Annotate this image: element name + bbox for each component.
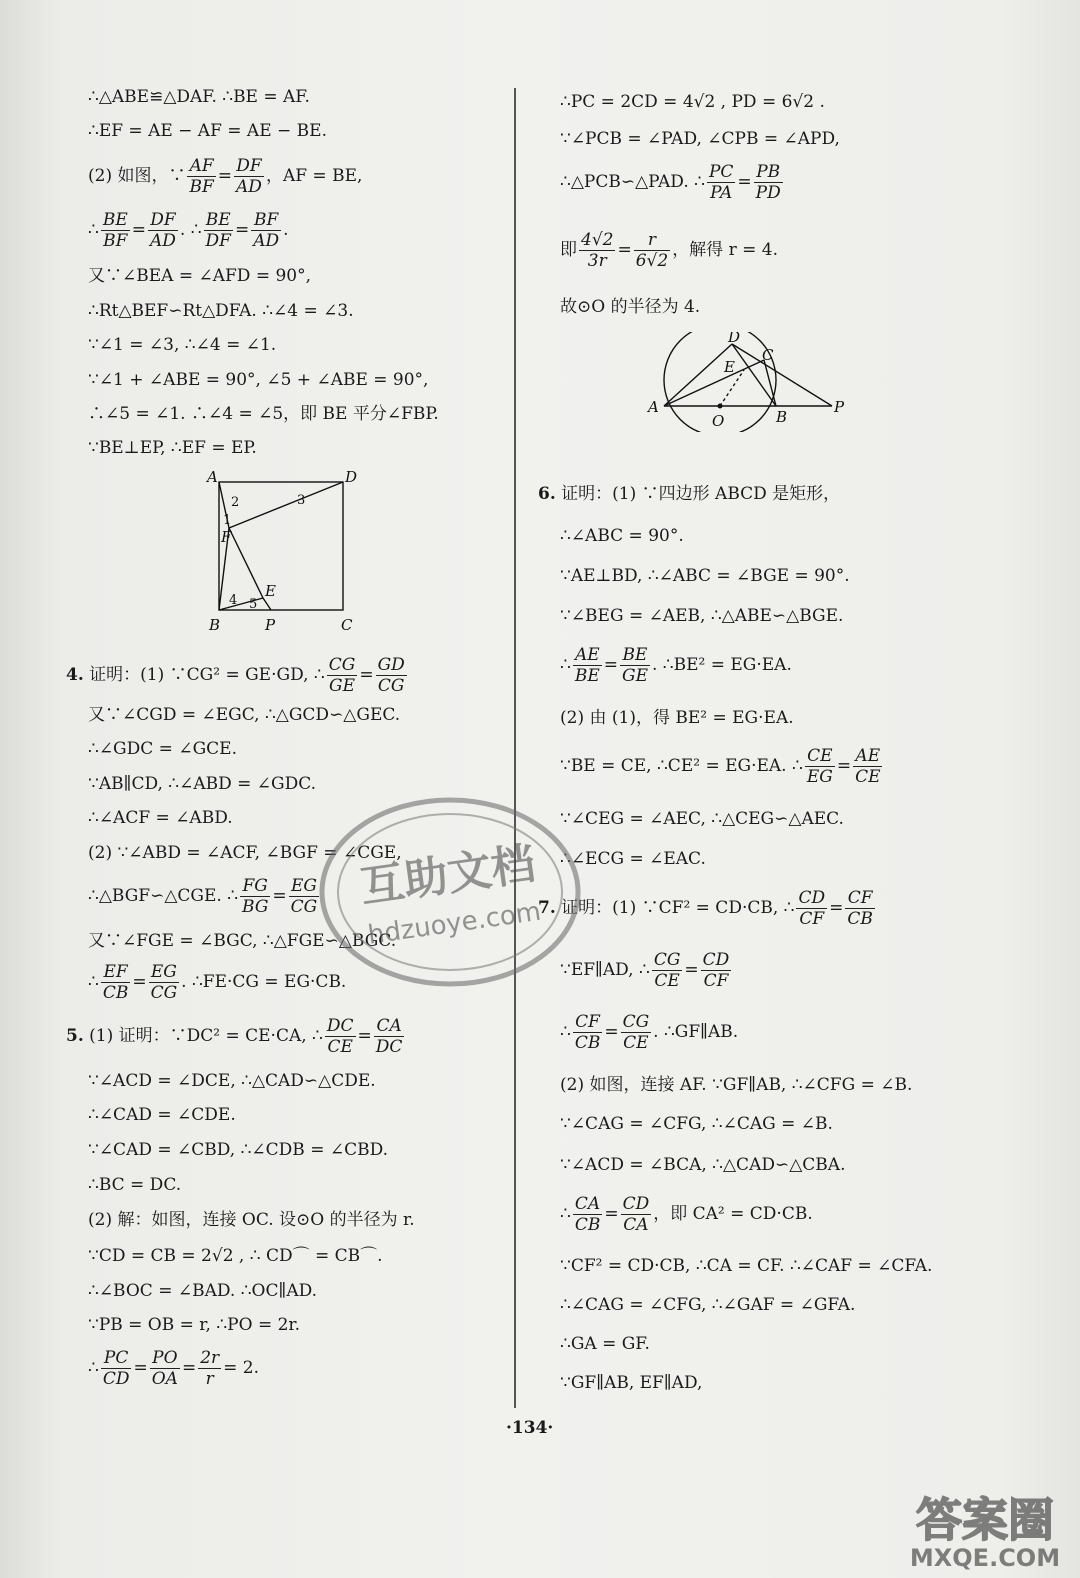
numerator: PC xyxy=(101,1348,132,1369)
fraction xyxy=(573,645,602,686)
text: . xyxy=(283,220,289,240)
text-line: ∵∠CEG = ∠AEC, ∴△CEG∽△AEC. xyxy=(560,809,844,829)
text: ∵BE = CE, ∴CE² = EG·EA. ∴ xyxy=(560,756,803,776)
text-line xyxy=(560,230,778,271)
fraction xyxy=(240,876,270,917)
text-line: ∵∠1 = ∠3, ∴∠4 = ∠1. xyxy=(88,335,277,355)
numerator: DC xyxy=(326,1016,354,1036)
text-line: ∵∠BEG = ∠AEB, ∴△ABE∽△BGE. xyxy=(560,606,844,626)
text: 证明：(1) ∵CG² = GE·GD, ∴ xyxy=(89,665,325,685)
denominator: EG xyxy=(806,767,833,787)
text-line: ∴∠CAG = ∠CFG, ∴∠GAF = ∠GFA. xyxy=(560,1295,856,1315)
fraction xyxy=(652,950,683,991)
angle-1: 1 xyxy=(223,513,232,528)
numerator: BE xyxy=(204,210,233,231)
text: ∴△PCB∽△PAD. ∴ xyxy=(560,172,705,192)
fraction xyxy=(150,1348,180,1389)
text: = xyxy=(604,1204,619,1224)
fraction xyxy=(796,888,827,929)
text-line: ∴∠ABC = 90°. xyxy=(560,526,684,546)
label-C: C xyxy=(762,346,774,364)
angle-3: 3 xyxy=(297,493,306,508)
text-line: ∴∠BOC = ∠BAD. ∴OC∥AD. xyxy=(88,1281,318,1301)
denominator: 6√2 xyxy=(635,251,669,271)
denominator: CB xyxy=(574,1033,601,1053)
label-A: A xyxy=(648,398,659,416)
angle-2: 2 xyxy=(231,495,240,510)
text-line: ∵BE⊥EP, ∴EF = EP. xyxy=(88,438,257,458)
text: ∴ xyxy=(88,1358,99,1378)
text: ∴ xyxy=(88,220,99,240)
text: = xyxy=(359,665,374,685)
text: = xyxy=(357,1026,372,1046)
text-line xyxy=(88,156,362,197)
denominator: 3r xyxy=(587,251,607,271)
text: = xyxy=(181,1358,197,1378)
problem-number: 7. xyxy=(538,898,556,918)
text-line: 又∵∠BEA = ∠AFD = 90°, xyxy=(88,266,312,286)
text-line xyxy=(66,655,409,696)
text-line: (2) 由 (1)，得 BE² = EG·EA. xyxy=(560,708,794,728)
label-P: P xyxy=(265,616,276,634)
numerator: EG xyxy=(149,962,180,983)
text: = xyxy=(836,756,852,776)
numerator: CD xyxy=(622,1194,650,1214)
label-B: B xyxy=(776,408,788,426)
text-line: ∵∠ACD = ∠BCA, ∴△CAD∽△CBA. xyxy=(560,1155,846,1175)
denominator: CB xyxy=(102,983,129,1003)
text: ，解得 r = 4. xyxy=(672,240,778,260)
numerator: AF xyxy=(187,156,215,177)
text-line: ∴BC = DC. xyxy=(88,1175,182,1195)
denominator: AD xyxy=(253,231,280,251)
label-E: E xyxy=(265,582,276,600)
text-line: ∵∠ACD = ∠DCE, ∴△CAD∽△CDE. xyxy=(88,1071,376,1091)
circle-figure xyxy=(644,332,844,432)
text: ∴ xyxy=(88,972,99,992)
denominator: CB xyxy=(574,1215,601,1235)
text: = xyxy=(684,960,699,980)
denominator: PD xyxy=(755,183,781,203)
text-line xyxy=(560,645,792,686)
label-C: C xyxy=(341,616,353,634)
label-B: B xyxy=(209,616,221,634)
text-line xyxy=(560,950,733,991)
text: = xyxy=(604,1022,619,1042)
numerator: CG xyxy=(653,950,681,970)
text: (1) 证明：∵DC² = CE·CA, ∴ xyxy=(89,1026,323,1046)
text-line xyxy=(560,746,884,787)
fraction xyxy=(573,1194,603,1235)
denominator: CG xyxy=(150,983,178,1003)
text-line xyxy=(88,210,289,251)
label-O: O xyxy=(712,412,725,430)
fraction xyxy=(754,162,783,203)
text-line: ∵∠1 + ∠ABE = 90°, ∠5 + ∠ABE = 90°, xyxy=(88,370,429,390)
text-line xyxy=(538,483,840,505)
text-line: ∴∠ECG = ∠EAC. xyxy=(560,849,706,869)
text-line: ∵∠CAG = ∠CFG, ∴∠CAG = ∠B. xyxy=(560,1114,833,1134)
denominator: CF xyxy=(703,971,729,991)
numerator: CA xyxy=(573,1194,603,1215)
fraction xyxy=(853,746,882,787)
fraction xyxy=(701,950,732,991)
text-line: (2) 解：如图，连接 OC. 设⊙O 的半径为 r. xyxy=(88,1210,415,1230)
text: = xyxy=(603,655,618,675)
fraction xyxy=(805,746,835,787)
denominator: r xyxy=(205,1369,214,1389)
numerator: AE xyxy=(853,746,882,767)
problem-number: 6. xyxy=(538,484,556,504)
numerator: r xyxy=(634,230,670,251)
text-line: ∴∠GDC = ∠GCE. xyxy=(88,739,237,759)
text: 证明：(1) ∵CF² = CD·CB, ∴ xyxy=(561,898,795,918)
numerator: CA xyxy=(374,1016,405,1037)
denominator: CF xyxy=(799,909,825,929)
denominator: CA xyxy=(623,1215,649,1235)
numerator: PC xyxy=(708,162,734,182)
fraction xyxy=(101,210,130,251)
angle-4: 4 xyxy=(229,593,238,608)
text-line: ∴∠CAD = ∠CDE. xyxy=(88,1105,236,1125)
numerator: FG xyxy=(240,876,270,897)
numerator: 2r xyxy=(200,1348,220,1368)
text-line: ∴△ABE≌△DAF. ∴BE = AF. xyxy=(88,87,310,107)
text-line xyxy=(560,162,785,203)
text: = xyxy=(617,240,632,260)
label-P: P xyxy=(834,398,844,416)
fraction xyxy=(621,1012,652,1053)
fraction xyxy=(101,1348,132,1389)
fraction xyxy=(234,156,264,197)
numerator: CE xyxy=(805,746,835,767)
fraction xyxy=(634,230,670,271)
denominator: AD xyxy=(149,231,176,251)
text: ，即 CA² = CD·CB. xyxy=(653,1204,813,1224)
denominator: CE xyxy=(623,1033,649,1053)
text: = xyxy=(217,166,233,186)
text-line xyxy=(560,1012,738,1053)
text-line: ∴∠ACF = ∠ABD. xyxy=(88,808,233,828)
text: = xyxy=(234,220,250,240)
corner-logo: 答案圈 xyxy=(916,1493,1054,1547)
text: ∴ xyxy=(560,655,571,675)
denominator: CD xyxy=(102,1369,130,1389)
text: 即 xyxy=(560,240,577,260)
text-line: ∵GF∥AB, EF∥AD, xyxy=(560,1373,703,1393)
denominator: BF xyxy=(189,177,214,197)
text: . ∴GF∥AB. xyxy=(653,1022,739,1042)
denominator: GE xyxy=(329,676,356,696)
text: = xyxy=(737,172,752,192)
text-line: ∴∠5 = ∠1. ∴∠4 = ∠5，即 BE 平分∠FBP. xyxy=(88,404,439,424)
text-line: ∵AB∥CD, ∴∠ABD = ∠GDC. xyxy=(88,774,317,794)
numerator: BF xyxy=(251,210,281,231)
fraction xyxy=(251,210,281,251)
corner-watermark xyxy=(895,1480,1075,1572)
label-E: E xyxy=(724,358,735,376)
fraction xyxy=(374,1016,405,1057)
numerator: CD xyxy=(702,950,730,970)
text: = xyxy=(272,886,287,906)
text: ∴△BGF∽△CGE. ∴ xyxy=(88,886,239,906)
text: ∴ xyxy=(560,1204,571,1224)
text: ，AF = BE, xyxy=(265,166,363,186)
text-line: ∴EF = AE − AF = AE − BE. xyxy=(88,121,327,141)
fraction xyxy=(325,1016,356,1057)
numerator: CF xyxy=(573,1012,603,1033)
denominator: BG xyxy=(242,897,269,917)
denominator: DC xyxy=(375,1037,403,1057)
numerator: GD xyxy=(377,655,405,675)
text-line xyxy=(88,876,321,917)
fraction xyxy=(579,230,615,271)
text: 证明：(1) ∵四边形 ABCD 是矩形， xyxy=(561,484,841,504)
denominator: CE xyxy=(654,971,680,991)
denominator: BE xyxy=(574,666,600,686)
numerator: DF xyxy=(148,210,178,231)
fraction xyxy=(149,962,180,1003)
text-line xyxy=(66,1016,406,1057)
text-line xyxy=(88,1348,259,1389)
text-line: ∴GA = GF. xyxy=(560,1334,650,1354)
text-line: ∵CD = CB = 2√2 , ∴ CD⌒ = CB⌒. xyxy=(88,1246,383,1266)
numerator: CD xyxy=(798,888,826,908)
text: = xyxy=(131,220,146,240)
text: (2) 如图，∵ xyxy=(88,166,186,186)
numerator: AE xyxy=(573,645,602,666)
fraction xyxy=(327,655,358,696)
corner-url: MXQE.COM xyxy=(909,1544,1061,1572)
text-line: ∴PC = 2CD = 4√2 , PD = 6√2 . xyxy=(560,92,825,112)
text-line: 又∵∠FGE = ∠BGC, ∴△FGE∽△BGC. xyxy=(88,931,397,951)
watermark-stamp xyxy=(315,792,585,992)
column-divider xyxy=(514,88,516,1408)
fraction xyxy=(620,645,650,686)
denominator: BF xyxy=(103,231,128,251)
denominator: PA xyxy=(710,183,733,203)
numerator: PO xyxy=(150,1348,180,1369)
text-line: ∵∠PCB = ∠PAD, ∠CPB = ∠APD, xyxy=(560,129,840,149)
page-number: ·134· xyxy=(506,1418,554,1438)
denominator: CG xyxy=(377,676,405,696)
text-line: 故⊙O 的半径为 4. xyxy=(560,297,701,317)
text: = 2. xyxy=(223,1358,260,1378)
text-line: ∵PB = OB = r, ∴PO = 2r. xyxy=(88,1315,301,1335)
denominator: CE xyxy=(327,1037,353,1057)
text: = xyxy=(133,1358,148,1378)
fraction xyxy=(198,1348,221,1389)
text-line xyxy=(538,888,877,929)
numerator: EF xyxy=(101,962,131,983)
problem-number: 5. xyxy=(66,1026,84,1046)
numerator: CG xyxy=(622,1012,650,1032)
text: . ∴BE² = EG·EA. xyxy=(651,655,792,675)
angle-5: 5 xyxy=(249,597,258,612)
numerator: DF xyxy=(234,156,264,177)
denominator: CG xyxy=(290,897,318,917)
denominator: GE xyxy=(621,666,648,686)
text-line xyxy=(88,962,346,1003)
text: = xyxy=(132,972,147,992)
label-D: D xyxy=(728,332,741,346)
label-F: F xyxy=(221,528,232,546)
text-line: (2) ∵∠ABD = ∠ACF, ∠BGF = ∠CGE, xyxy=(88,843,402,863)
text: . ∴FE·CG = EG·CB. xyxy=(181,972,347,992)
fraction xyxy=(187,156,215,197)
fraction xyxy=(621,1194,652,1235)
text-line: ∵∠CAD = ∠CBD, ∴∠CDB = ∠CBD. xyxy=(88,1140,389,1160)
denominator: CE xyxy=(855,767,881,787)
denominator: OA xyxy=(151,1369,178,1389)
watermark-url: hdzuoye.com xyxy=(366,896,543,951)
fraction xyxy=(707,162,735,203)
fraction xyxy=(148,210,178,251)
text-line: ∵CF² = CD·CB, ∴CA = CF. ∴∠CAF = ∠CFA. xyxy=(560,1256,933,1276)
text: = xyxy=(829,898,844,918)
denominator: DF xyxy=(205,231,231,251)
numerator: CF xyxy=(845,888,875,909)
fraction xyxy=(573,1012,603,1053)
denominator: CB xyxy=(847,909,873,929)
text: . ∴ xyxy=(179,220,202,240)
numerator: EG xyxy=(289,876,320,897)
numerator: 4√2 xyxy=(581,230,614,250)
fraction xyxy=(204,210,233,251)
label-D: D xyxy=(345,468,358,486)
numerator: CG xyxy=(328,655,356,675)
numerator: BE xyxy=(102,210,128,230)
text: ∵EF∥AD, ∴ xyxy=(560,960,650,980)
text-line: ∴Rt△BEF∽Rt△DFA. ∴∠4 = ∠3. xyxy=(88,301,354,321)
watermark-text: 互助文档 xyxy=(357,838,539,914)
fraction xyxy=(845,888,875,929)
text-line: 又∵∠CGD = ∠EGC, ∴△GCD∽△GEC. xyxy=(88,705,401,725)
text-line: ∵AE⊥BD, ∴∠ABC = ∠BGE = 90°. xyxy=(560,566,850,586)
label-A: A xyxy=(207,468,218,486)
fraction xyxy=(101,962,131,1003)
fraction xyxy=(376,655,407,696)
text: ∴ xyxy=(560,1022,571,1042)
problem-number: 4. xyxy=(66,665,84,685)
text-line xyxy=(560,1194,813,1235)
numerator: BE xyxy=(620,645,650,666)
denominator: AD xyxy=(236,177,262,197)
text-line: (2) 如图，连接 AF. ∵GF∥AB, ∴∠CFG = ∠B. xyxy=(560,1075,913,1095)
square-figure xyxy=(205,468,365,638)
numerator: PB xyxy=(754,162,783,183)
